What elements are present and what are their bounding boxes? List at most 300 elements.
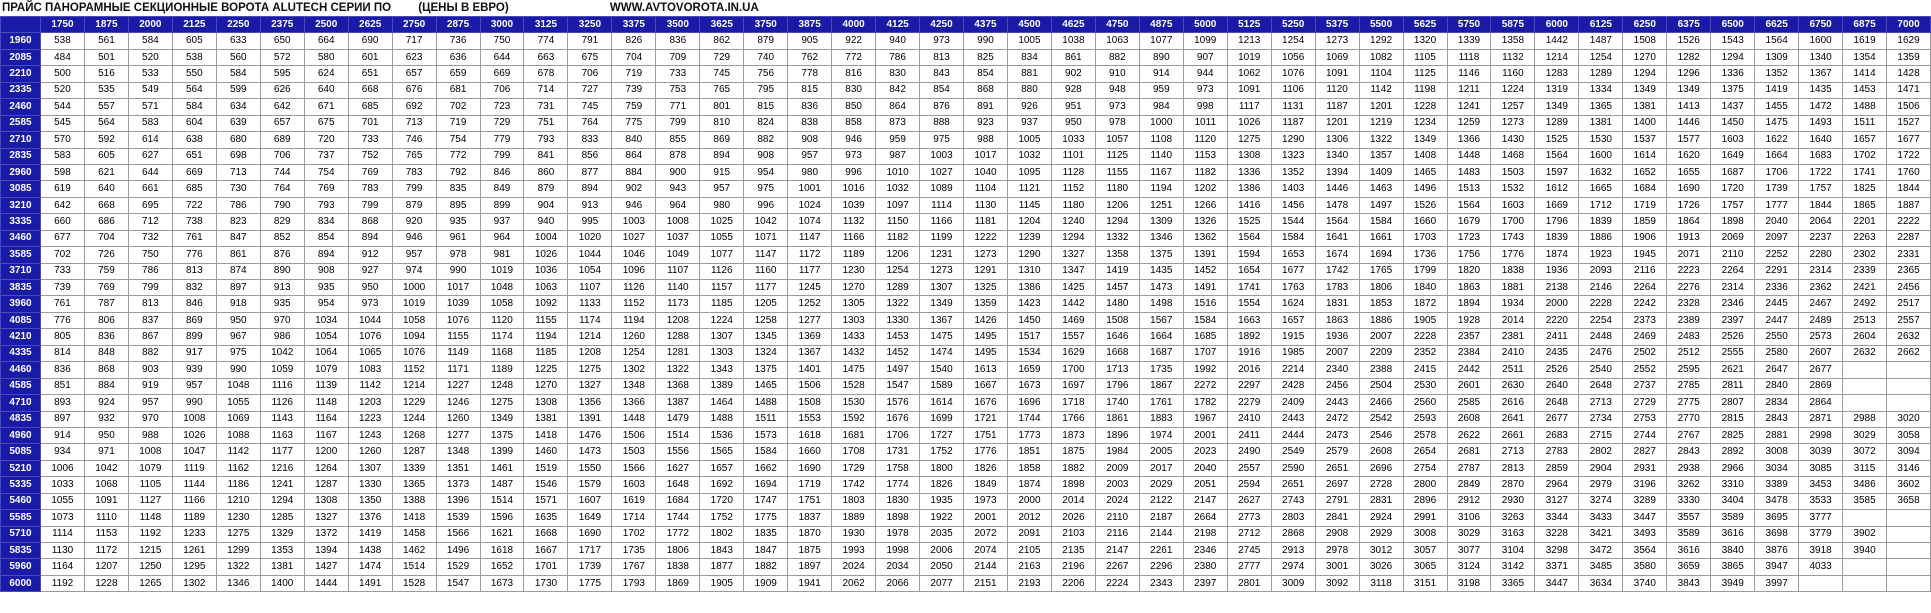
price-cell: 2410	[1491, 345, 1535, 361]
price-cell: 2662	[1887, 345, 1931, 361]
width-header-cell: 6875	[1843, 17, 1887, 33]
price-cell: 1351	[436, 460, 480, 476]
height-header-cell: 3210	[1, 197, 41, 213]
price-cell: 1146	[1447, 66, 1491, 82]
price-cell: 1305	[832, 296, 876, 312]
price-cell: 1324	[744, 345, 788, 361]
price-cell: 592	[84, 132, 128, 148]
price-cell: 2445	[1755, 296, 1799, 312]
price-cell: 3077	[1447, 543, 1491, 559]
price-cell: 2467	[1799, 296, 1843, 312]
price-cell: 1495	[964, 329, 1008, 345]
price-cell: 1713	[1095, 362, 1139, 378]
price-cell: 750	[480, 33, 524, 49]
price-cell: 3421	[1579, 526, 1623, 542]
price-cell: 2767	[1667, 427, 1711, 443]
price-cell: 915	[700, 164, 744, 180]
price-cell: 1418	[524, 427, 568, 443]
price-cell: 2896	[1403, 493, 1447, 509]
price-cell: 3865	[1711, 559, 1755, 575]
price-cell: 1751	[964, 427, 1008, 443]
price-cell: 996	[832, 164, 876, 180]
price-cell: 2064	[1799, 214, 1843, 230]
price-cell: 2998	[1799, 427, 1843, 443]
price-cell: 2339	[1843, 263, 1887, 279]
price-cell: 686	[84, 214, 128, 230]
price-cell: 1214	[392, 378, 436, 394]
price-cell: 2681	[1447, 444, 1491, 460]
price-cell: 1275	[216, 526, 260, 542]
table-row	[1, 329, 1931, 345]
price-cell: 1064	[304, 345, 348, 361]
price-cell: 729	[700, 49, 744, 65]
price-cell: 975	[744, 181, 788, 197]
price-cell: 2712	[1227, 526, 1271, 542]
price-cell: 1660	[788, 444, 832, 460]
price-cell: 1566	[436, 526, 480, 542]
price-cell: 880	[1007, 82, 1051, 98]
price-cell: 1435	[1799, 82, 1843, 98]
price-cell: 981	[480, 247, 524, 263]
price-cell: 1352	[1271, 164, 1315, 180]
price-cell: 1243	[348, 427, 392, 443]
price-cell: 759	[612, 99, 656, 115]
price-cell: 1600	[1579, 148, 1623, 164]
price-cell: 975	[216, 345, 260, 361]
price-cell: 1796	[1535, 214, 1579, 230]
price-cell: 964	[656, 197, 700, 213]
price-cell: 1550	[568, 460, 612, 476]
price-cell: 815	[788, 82, 832, 98]
price-cell: 1104	[1359, 66, 1403, 82]
price-cell: 3085	[1799, 460, 1843, 476]
price-cell: 1367	[1799, 66, 1843, 82]
price-cell: 1257	[1491, 99, 1535, 115]
website-link[interactable]: WWW.AVTOVOROTA.IN.UA	[609, 2, 759, 14]
width-header-cell: 4875	[1139, 17, 1183, 33]
table-row	[1, 214, 1931, 230]
price-cell: 2017	[1139, 460, 1183, 476]
width-header-cell: 3125	[524, 17, 568, 33]
price-cell: 1163	[260, 427, 304, 443]
price-cell: 604	[172, 115, 216, 131]
price-cell: 1775	[568, 575, 612, 591]
price-cell: 2664	[1183, 510, 1227, 526]
price-cell: 2331	[1887, 247, 1931, 263]
price-cell: 959	[876, 132, 920, 148]
price-cell: 864	[876, 99, 920, 115]
price-cell: 2511	[1491, 362, 1535, 378]
price-cell: 3008	[1403, 526, 1447, 542]
price-cell: 1281	[656, 345, 700, 361]
price-cell: 1706	[876, 427, 920, 443]
price-cell: 1059	[260, 362, 304, 378]
price-cell: 783	[348, 181, 392, 197]
price-cell: 1844	[1887, 181, 1931, 197]
price-cell: 2964	[1535, 477, 1579, 493]
price-cell: 2578	[1403, 427, 1447, 443]
price-cell: 1514	[392, 559, 436, 575]
price-cell: 3001	[1315, 559, 1359, 575]
price-cell: 1765	[1359, 263, 1403, 279]
price-cell: 1747	[744, 493, 788, 509]
price-cell: 752	[348, 148, 392, 164]
price-cell: 1142	[216, 444, 260, 460]
price-cell: 3447	[1535, 575, 1579, 591]
price-cell: 3949	[1711, 575, 1755, 591]
price-cell: 1155	[436, 329, 480, 345]
price-cell: 2105	[1007, 543, 1051, 559]
price-cell: 501	[84, 49, 128, 65]
price-cell: 990	[172, 395, 216, 411]
price-cell: 2035	[920, 526, 964, 542]
price-cell: 753	[656, 82, 700, 98]
table-row	[1, 280, 1931, 296]
price-cell: 1571	[524, 493, 568, 509]
price-cell: 1676	[876, 411, 920, 427]
price-cell: 1742	[832, 477, 876, 493]
price-cell: 1326	[1183, 214, 1227, 230]
price-cell: 1886	[1359, 312, 1403, 328]
sheet-title: ПРАЙС ПАНОРАМНЫЕ СЕКЦИОННЫЕ ВОРОТА ALUTECH СЕРИИ ПО	[2, 2, 392, 14]
table-row	[1, 115, 1931, 131]
price-cell: 1796	[1095, 378, 1139, 394]
price-cell: 978	[1095, 115, 1139, 131]
price-cell: 829	[260, 214, 304, 230]
price-cell: 2116	[1095, 526, 1139, 542]
price-cell: 1054	[568, 263, 612, 279]
price-cell: 2397	[1183, 575, 1227, 591]
price-cell: 1752	[700, 510, 744, 526]
price-cell: 1323	[1271, 148, 1315, 164]
price-cell: 1024	[788, 197, 832, 213]
price-cell: 1340	[1315, 148, 1359, 164]
price-cell: 1874	[1535, 247, 1579, 263]
corner-cell	[1, 17, 41, 33]
price-cell: 1757	[1711, 197, 1755, 213]
price-cell: 3151	[1403, 575, 1447, 591]
price-cell: 1391	[1183, 247, 1227, 263]
price-cell: 3918	[1799, 543, 1843, 559]
price-cell: 1620	[1667, 148, 1711, 164]
price-cell: 2328	[1667, 296, 1711, 312]
price-cell: 744	[260, 164, 304, 180]
price-cell: 848	[84, 345, 128, 361]
price-cell: 1261	[172, 543, 216, 559]
price-cell: 1614	[920, 395, 964, 411]
price-cell: 1612	[1535, 181, 1579, 197]
price-cell: 973	[348, 296, 392, 312]
price-cell: 765	[392, 148, 436, 164]
price-cell: 974	[392, 263, 436, 279]
price-cell: 1042	[260, 345, 304, 361]
price-cell: 739	[41, 280, 85, 296]
price-cell: 1206	[1095, 197, 1139, 213]
price-cell: 3263	[1491, 510, 1535, 526]
price-cell: 1358	[1491, 33, 1535, 49]
height-header-cell: 2335	[1, 82, 41, 98]
price-cell: 877	[568, 164, 612, 180]
price-cell: 1153	[84, 526, 128, 542]
price-cell: 1736	[1403, 247, 1447, 263]
price-cell: 1993	[832, 543, 876, 559]
price-cell: 1662	[744, 460, 788, 476]
price-cell: 1039	[436, 296, 480, 312]
price-cell: 1005	[1007, 132, 1051, 148]
price-cell: 2261	[1139, 543, 1183, 559]
price-cell: 1973	[964, 493, 1008, 509]
price-cell: 869	[700, 132, 744, 148]
price-cell: 657	[392, 66, 436, 82]
price-cell: 1091	[84, 493, 128, 509]
price-cell: 1528	[392, 575, 436, 591]
price-cell: 2110	[1711, 247, 1755, 263]
price-cell: 1309	[1139, 214, 1183, 230]
price-cell: 1478	[1315, 197, 1359, 213]
price-cell: 1319	[1535, 82, 1579, 98]
price-cell: 1011	[1183, 115, 1227, 131]
price-cell: 1125	[1095, 148, 1139, 164]
price-cell: 1751	[788, 493, 832, 509]
price-cell: 713	[392, 115, 436, 131]
price-cell: 3104	[1491, 543, 1535, 559]
price-cell: 1391	[568, 411, 612, 427]
width-header-cell: 2000	[128, 17, 172, 33]
price-cell: 1349	[1535, 99, 1579, 115]
price-cell: 1928	[1447, 312, 1491, 328]
price-cell: 2040	[1755, 214, 1799, 230]
price-cell: 1629	[1051, 345, 1095, 361]
price-cell: 1302	[612, 362, 656, 378]
price-cell: 1419	[1095, 263, 1139, 279]
price-cell	[1843, 510, 1887, 526]
price-cell: 1853	[1359, 296, 1403, 312]
price-cell: 1664	[1755, 148, 1799, 164]
price-cell: 1741	[1227, 280, 1271, 296]
price-table	[0, 16, 1931, 592]
price-cell: 1978	[876, 526, 920, 542]
price-cell: 3779	[1799, 526, 1843, 542]
price-cell: 2276	[1667, 280, 1711, 296]
price-cell	[1887, 395, 1931, 411]
price-cell: 1147	[788, 230, 832, 246]
price-cell: 2502	[1623, 345, 1667, 361]
price-cell: 1167	[1139, 164, 1183, 180]
price-cell: 2110	[1095, 510, 1139, 526]
price-cell: 1270	[524, 378, 568, 394]
price-cell: 854	[920, 82, 964, 98]
price-cell: 1076	[392, 345, 436, 361]
price-cell: 1288	[656, 329, 700, 345]
price-cell: 1898	[876, 510, 920, 526]
price-cell: 1366	[612, 395, 656, 411]
height-header-cell: 3835	[1, 280, 41, 296]
price-cell: 1258	[744, 312, 788, 328]
price-cell: 1027	[920, 164, 964, 180]
price-cell: 2346	[1183, 543, 1227, 559]
price-cell: 1381	[260, 559, 304, 575]
price-cell: 1511	[744, 411, 788, 427]
price-cell: 1694	[744, 477, 788, 493]
price-cell: 1225	[524, 362, 568, 378]
price-cell: 1306	[1315, 132, 1359, 148]
table-row	[1, 181, 1931, 197]
price-cell: 1248	[480, 378, 524, 394]
price-cell: 2397	[1711, 312, 1755, 328]
price-cell: 1147	[744, 247, 788, 263]
price-cell: 1208	[568, 345, 612, 361]
price-cell: 1068	[84, 477, 128, 493]
price-cell: 1148	[128, 510, 172, 526]
price-cell: 816	[832, 66, 876, 82]
price-cell: 988	[964, 132, 1008, 148]
width-header-cell: 5625	[1403, 17, 1447, 33]
price-cell: 1869	[656, 575, 700, 591]
price-cell: 1618	[788, 427, 832, 443]
height-header-cell: 2210	[1, 66, 41, 82]
price-cell: 2209	[1359, 345, 1403, 361]
price-cell: 614	[128, 132, 172, 148]
price-cell: 1774	[876, 477, 920, 493]
price-cell: 668	[84, 197, 128, 213]
price-cell: 1719	[1623, 197, 1667, 213]
price-cell: 2201	[1843, 214, 1887, 230]
price-cell: 1105	[128, 477, 172, 493]
table-row	[1, 460, 1931, 476]
price-cell: 988	[128, 427, 172, 443]
price-cell: 692	[392, 99, 436, 115]
price-cell: 1202	[1183, 181, 1227, 197]
price-cell: 680	[216, 132, 260, 148]
width-header-cell: 2625	[348, 17, 392, 33]
price-cell: 1992	[1183, 362, 1227, 378]
price-cell: 793	[524, 132, 568, 148]
price-cell: 868	[964, 82, 1008, 98]
price-cell: 2595	[1667, 362, 1711, 378]
price-cell: 778	[788, 66, 832, 82]
price-cell: 772	[436, 148, 480, 164]
price-cell: 704	[612, 49, 656, 65]
price-cell: 895	[436, 197, 480, 213]
price-cell: 1614	[1623, 148, 1667, 164]
price-cell: 1526	[1403, 197, 1447, 213]
price-cell: 973	[920, 33, 964, 49]
price-cell: 1600	[1799, 33, 1843, 49]
price-cell: 1019	[392, 296, 436, 312]
price-cell: 1683	[1799, 148, 1843, 164]
price-cell: 1173	[656, 296, 700, 312]
price-cell: 571	[128, 99, 172, 115]
price-cell: 1330	[348, 477, 392, 493]
price-cell: 791	[568, 33, 612, 49]
price-cell: 3029	[1447, 526, 1491, 542]
price-cell: 1006	[41, 460, 85, 476]
width-header-cell: 4625	[1051, 17, 1095, 33]
price-cell: 2737	[1623, 378, 1667, 394]
price-cell: 2651	[1315, 460, 1359, 476]
price-cell: 1233	[172, 526, 216, 542]
price-cell: 3533	[1799, 493, 1843, 509]
price-cell: 1273	[964, 247, 1008, 263]
price-cell: 2228	[1579, 296, 1623, 312]
price-cell: 1211	[1447, 82, 1491, 98]
price-cell: 1294	[1623, 66, 1667, 82]
price-cell: 2924	[1359, 510, 1403, 526]
height-header-cell: 5460	[1, 493, 41, 509]
price-cell: 837	[128, 312, 172, 328]
price-cell: 1277	[788, 312, 832, 328]
price-cell: 2409	[1271, 395, 1315, 411]
price-cell	[1887, 510, 1931, 526]
price-cell: 1339	[392, 460, 436, 476]
price-cell: 535	[84, 82, 128, 98]
price-cell: 2009	[1095, 460, 1139, 476]
price-cell: 1365	[392, 477, 436, 493]
price-cell: 1799	[1403, 263, 1447, 279]
price-cell: 3196	[1623, 477, 1667, 493]
price-cell: 2314	[1711, 280, 1755, 296]
price-cell: 2007	[1359, 329, 1403, 345]
price-cell: 1487	[1579, 33, 1623, 49]
price-cell: 701	[348, 115, 392, 131]
price-cell: 736	[436, 33, 480, 49]
price-cell: 2223	[1667, 263, 1711, 279]
price-cell: 1685	[1183, 329, 1227, 345]
price-cell: 549	[128, 82, 172, 98]
price-cell: 1017	[436, 280, 480, 296]
price-cell: 834	[304, 214, 348, 230]
price-cell: 746	[392, 132, 436, 148]
price-cell: 2715	[1579, 427, 1623, 443]
price-cell: 1491	[348, 575, 392, 591]
price-cell: 1034	[304, 312, 348, 328]
price-cell: 1803	[832, 493, 876, 509]
price-cell: 836	[788, 99, 832, 115]
table-row	[1, 477, 1931, 493]
price-cell: 840	[612, 132, 656, 148]
price-cell: 2050	[920, 559, 964, 575]
price-cell: 2000	[1535, 296, 1579, 312]
price-cell: 3695	[1755, 510, 1799, 526]
price-cell: 2352	[1403, 345, 1447, 361]
price-cell: 1554	[1227, 296, 1271, 312]
price-cell: 2214	[1271, 362, 1315, 378]
price-cell: 1142	[1359, 82, 1403, 98]
price-cell: 1758	[876, 460, 920, 476]
price-cell: 1727	[920, 427, 964, 443]
price-cell: 1887	[1887, 197, 1931, 213]
price-cell: 1254	[612, 345, 656, 361]
price-cell: 2513	[1843, 312, 1887, 328]
table-row	[1, 312, 1931, 328]
price-cell: 1867	[1139, 378, 1183, 394]
price-cell: 2831	[1359, 493, 1403, 509]
price-cell: 1506	[612, 427, 656, 443]
price-cell: 1347	[1051, 263, 1095, 279]
price-cell: 704	[84, 230, 128, 246]
price-cell: 912	[348, 247, 392, 263]
price-cell: 732	[128, 230, 172, 246]
price-cell: 2677	[1535, 411, 1579, 427]
price-cell: 1663	[1227, 312, 1271, 328]
price-cell: 1114	[41, 526, 85, 542]
price-cell: 1032	[876, 181, 920, 197]
price-cell: 644	[480, 49, 524, 65]
price-cell: 1264	[304, 460, 348, 476]
price-cell: 2787	[1447, 460, 1491, 476]
price-cell: 3585	[1843, 493, 1887, 509]
price-cell: 1835	[744, 526, 788, 542]
